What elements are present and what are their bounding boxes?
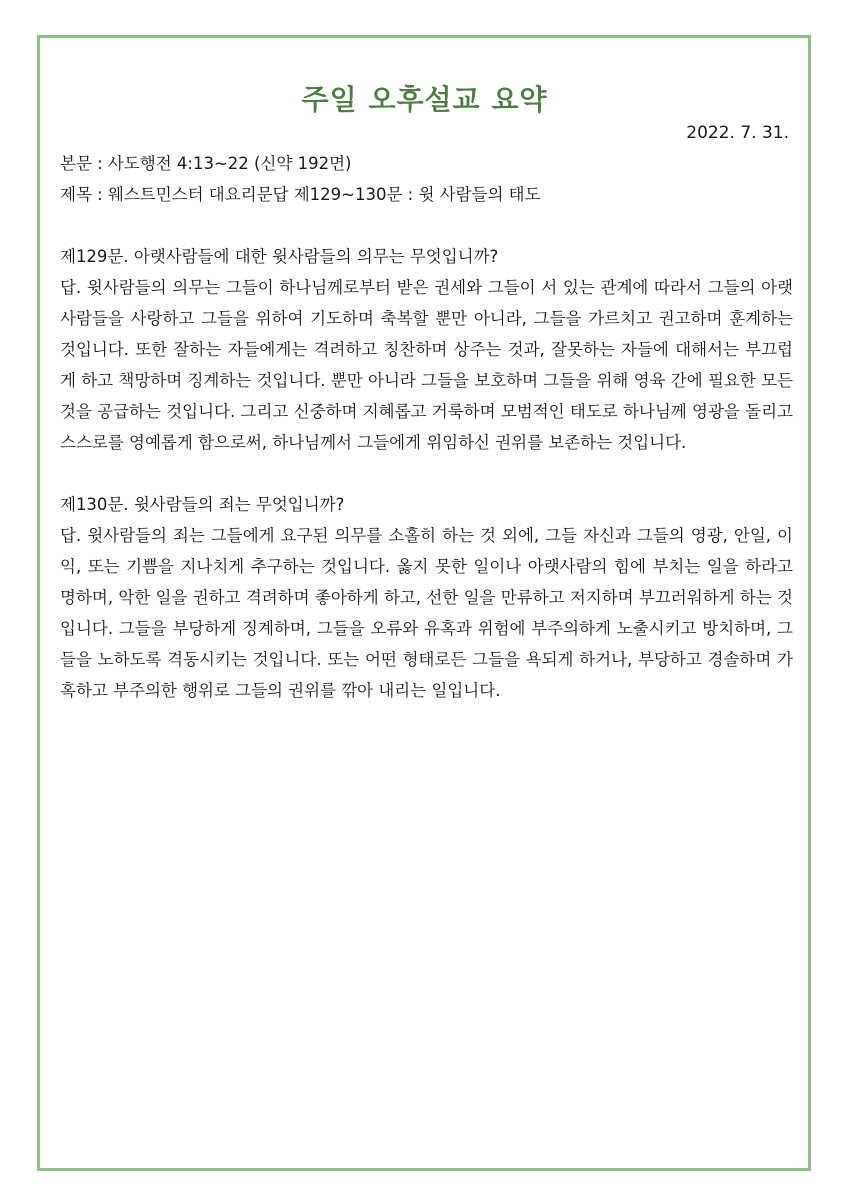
section-spacer <box>60 458 793 489</box>
sermon-date: 2022. 7. 31. <box>686 123 789 143</box>
document-body <box>60 148 793 706</box>
sermon-subject: 제목 : 웨스트민스터 대요리문답 제129~130문 : 윗 사람들의 태도 <box>60 185 541 204</box>
document-title: 주일 오후설교 요약 <box>301 83 548 116</box>
question-129: 제129문. 아랫사람들에 대한 윗사람들의 의무는 무엇입니까? <box>60 247 499 266</box>
question-130: 제130문. 윗사람들의 죄는 무엇입니까? <box>60 495 345 514</box>
answer-129: 답. 윗사람들의 의무는 그들이 하나님께로부터 받은 권세와 그들이 서 있는 관계에 따라서 그들의 아랫사람들을 사랑하고 그들을 위하여 기도하며 축복할 뿐만 아니라, 그들을 가르치고 권고하며 훈계하는 것입니다. 또한 잘하는 자들에게는 격려하고 칭찬하며 상주는 것과, 잘못하는 자들에 대해서는 부끄럽게 하고 책망하며 징계하는 것입니다. 뿐만 아니라 그들을 보호하며 그들을 위해 영육 간에 필요한 모든 것을 공급하는 것입니다. 그리고 신중하며 지혜롭고 거룩하며 모범적인 태도로 하나님께 영광을 돌리고 스스로를 영예롭게 함으로써, 하나님께서 그들에게 위임하신 권위를 보존하는 것입니다. <box>60 278 793 452</box>
answer-130: 답. 윗사람들의 죄는 그들에게 요구된 의무를 소홀히 하는 것 외에, 그들 자신과 그들의 영광, 안일, 이익, 또는 기쁨을 지나치게 추구하는 것입니다. 옳지 못한 일이나 아랫사람의 힘에 부치는 일을 하라고 명하며, 악한 일을 권하고 격려하며 좋아하게 하고, 선한 일을 만류하고 저지하며 부끄러워하게 하는 것입니다. 그들을 부당하게 징계하며, 그들을 오류와 유혹과 위험에 부주의하게 노출시키고 방치하며, 그들을 노하도록 격동시키는 것입니다. 또는 어떤 형태로든 그들을 욕되게 하거나, 부당하고 경솔하며 가혹하고 부주의한 행위로 그들의 권위를 깎아 내리는 일입니다. <box>60 526 793 700</box>
scripture-reference: 본문 : 사도행전 4:13~22 (신약 192면) <box>60 154 352 173</box>
section-spacer <box>60 210 793 241</box>
